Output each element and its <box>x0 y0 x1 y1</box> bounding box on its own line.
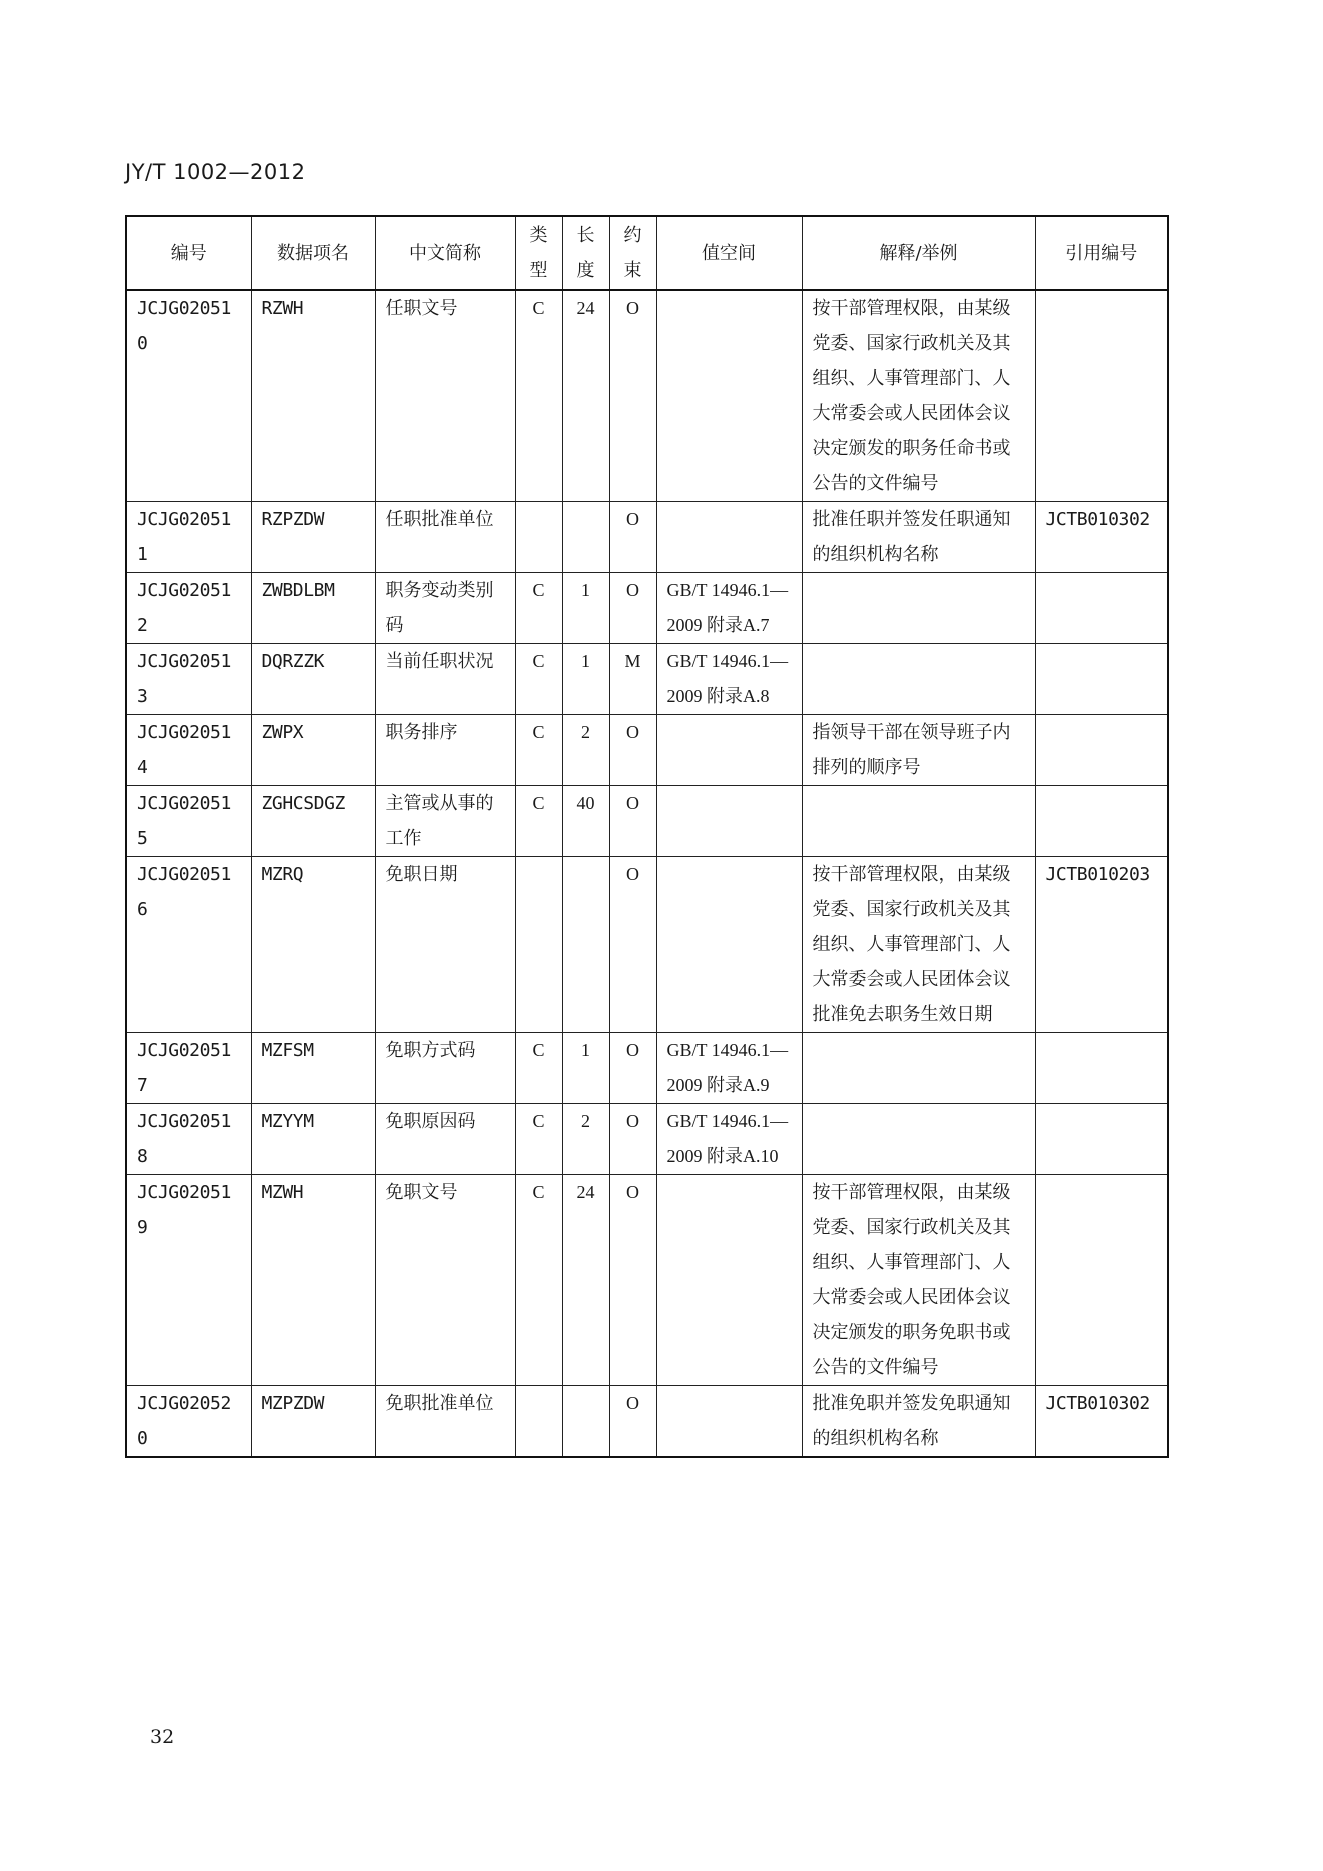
cell-length: 24 <box>562 1175 609 1386</box>
cell-type <box>515 502 562 573</box>
cell-explanation <box>802 573 1035 644</box>
cell-constraint: O <box>609 715 656 786</box>
table-row <box>126 1033 1168 1104</box>
column-header-length-line1: 长 <box>576 225 595 246</box>
cell-code: JCJG020511 <box>126 502 251 573</box>
cell-cn-name: 当前任职状况 <box>375 644 515 715</box>
cell-constraint: O <box>609 1175 656 1386</box>
cell-ref-code <box>1035 1175 1168 1386</box>
column-header-code: 编号 <box>126 216 251 290</box>
cell-explanation: 按干部管理权限，由某级党委、国家行政机关及其组织、人事管理部门、人大常委会或人民团体会议批准免去职务生效日期 <box>802 857 1035 1033</box>
cell-item-name: RZPZDW <box>251 502 375 573</box>
cell-item-name: ZWBDLBM <box>251 573 375 644</box>
cell-ref-code <box>1035 290 1168 502</box>
cell-explanation: 按干部管理权限，由某级党委、国家行政机关及其组织、人事管理部门、人大常委会或人民团体会议决定颁发的职务任命书或公告的文件编号 <box>802 290 1035 502</box>
column-header-item-name: 数据项名 <box>251 216 375 290</box>
cell-code: JCJG020512 <box>126 573 251 644</box>
cell-length: 1 <box>562 1033 609 1104</box>
cell-constraint: O <box>609 573 656 644</box>
cell-cn-name: 免职方式码 <box>375 1033 515 1104</box>
cell-ref-code <box>1035 573 1168 644</box>
cell-ref-code <box>1035 715 1168 786</box>
cell-length: 2 <box>562 715 609 786</box>
cell-code: JCJG020517 <box>126 1033 251 1104</box>
cell-type: C <box>515 786 562 857</box>
cell-length <box>562 857 609 1033</box>
table-row <box>126 502 1168 573</box>
column-header-constraint-line1: 约 <box>623 225 642 246</box>
cell-explanation <box>802 1104 1035 1175</box>
cell-value-space: GB/T 14946.1—2009 附录A.10 <box>656 1104 802 1175</box>
cell-value-space <box>656 857 802 1033</box>
cell-cn-name: 任职文号 <box>375 290 515 502</box>
table-row <box>126 1175 1168 1386</box>
cell-constraint: O <box>609 857 656 1033</box>
cell-constraint: O <box>609 1104 656 1175</box>
cell-length: 1 <box>562 573 609 644</box>
cell-ref-code <box>1035 1033 1168 1104</box>
cell-length <box>562 502 609 573</box>
cell-ref-code <box>1035 1104 1168 1175</box>
cell-type: C <box>515 290 562 502</box>
cell-length: 24 <box>562 290 609 502</box>
cell-length: 1 <box>562 644 609 715</box>
cell-value-space <box>656 290 802 502</box>
cell-explanation <box>802 644 1035 715</box>
column-header-length <box>562 216 609 290</box>
cell-constraint: M <box>609 644 656 715</box>
cell-cn-name: 免职批准单位 <box>375 1386 515 1458</box>
table-row <box>126 1104 1168 1175</box>
column-header-type-line2: 型 <box>529 260 548 281</box>
cell-constraint: O <box>609 786 656 857</box>
cell-explanation <box>802 1033 1035 1104</box>
cell-ref-code <box>1035 786 1168 857</box>
cell-cn-name: 免职日期 <box>375 857 515 1033</box>
table-row <box>126 786 1168 857</box>
cell-explanation: 批准任职并签发任职通知的组织机构名称 <box>802 502 1035 573</box>
cell-item-name: MZPZDW <box>251 1386 375 1458</box>
cell-type <box>515 857 562 1033</box>
cell-type <box>515 1386 562 1458</box>
cell-code: JCJG020514 <box>126 715 251 786</box>
cell-code: JCJG020520 <box>126 1386 251 1458</box>
table-row <box>126 1386 1168 1458</box>
document-standard-code: JY/T 1002—2012 <box>125 160 306 184</box>
cell-cn-name: 职务排序 <box>375 715 515 786</box>
table-header-row <box>126 216 1168 290</box>
cell-constraint: O <box>609 502 656 573</box>
cell-item-name: MZRQ <box>251 857 375 1033</box>
column-header-length-line2: 度 <box>576 260 595 281</box>
cell-value-space: GB/T 14946.1—2009 附录A.8 <box>656 644 802 715</box>
cell-length: 2 <box>562 1104 609 1175</box>
cell-item-name: ZGHCSDGZ <box>251 786 375 857</box>
cell-item-name: MZYYM <box>251 1104 375 1175</box>
column-header-type-line1: 类 <box>529 225 548 246</box>
table-body <box>126 290 1168 1457</box>
cell-explanation <box>802 786 1035 857</box>
table-row <box>126 857 1168 1033</box>
page-number: 32 <box>150 1726 175 1748</box>
cell-item-name: MZWH <box>251 1175 375 1386</box>
cell-value-space <box>656 786 802 857</box>
cell-explanation: 指领导干部在领导班子内排列的顺序号 <box>802 715 1035 786</box>
cell-item-name: ZWPX <box>251 715 375 786</box>
cell-type: C <box>515 1104 562 1175</box>
cell-value-space: GB/T 14946.1—2009 附录A.7 <box>656 573 802 644</box>
cell-value-space <box>656 1175 802 1386</box>
cell-type: C <box>515 1033 562 1104</box>
cell-code: JCJG020515 <box>126 786 251 857</box>
cell-type: C <box>515 1175 562 1386</box>
cell-ref-code: JCTB010203 <box>1035 857 1168 1033</box>
table-row <box>126 573 1168 644</box>
table-row <box>126 644 1168 715</box>
column-header-cn-name: 中文简称 <box>375 216 515 290</box>
cell-code: JCJG020510 <box>126 290 251 502</box>
cell-item-name: RZWH <box>251 290 375 502</box>
cell-value-space: GB/T 14946.1—2009 附录A.9 <box>656 1033 802 1104</box>
cell-code: JCJG020516 <box>126 857 251 1033</box>
cell-type: C <box>515 644 562 715</box>
cell-item-name: DQRZZK <box>251 644 375 715</box>
cell-item-name: MZFSM <box>251 1033 375 1104</box>
cell-ref-code: JCTB010302 <box>1035 502 1168 573</box>
column-header-explanation: 解释/举例 <box>802 216 1035 290</box>
cell-value-space <box>656 502 802 573</box>
column-header-ref-code: 引用编号 <box>1035 216 1168 290</box>
cell-code: JCJG020518 <box>126 1104 251 1175</box>
cell-type: C <box>515 715 562 786</box>
cell-value-space <box>656 715 802 786</box>
cell-code: JCJG020519 <box>126 1175 251 1386</box>
cell-constraint: O <box>609 1386 656 1458</box>
cell-ref-code <box>1035 644 1168 715</box>
cell-explanation: 按干部管理权限，由某级党委、国家行政机关及其组织、人事管理部门、人大常委会或人民团体会议决定颁发的职务免职书或公告的文件编号 <box>802 1175 1035 1386</box>
table-row <box>126 715 1168 786</box>
cell-ref-code: JCTB010302 <box>1035 1386 1168 1458</box>
cell-cn-name: 免职文号 <box>375 1175 515 1386</box>
cell-cn-name: 主管或从事的工作 <box>375 786 515 857</box>
cell-constraint: O <box>609 1033 656 1104</box>
table-row <box>126 290 1168 502</box>
cell-explanation: 批准免职并签发免职通知的组织机构名称 <box>802 1386 1035 1458</box>
column-header-value-space: 值空间 <box>656 216 802 290</box>
data-element-table <box>125 215 1169 1458</box>
cell-code: JCJG020513 <box>126 644 251 715</box>
column-header-constraint-line2: 束 <box>623 260 642 281</box>
cell-length: 40 <box>562 786 609 857</box>
cell-cn-name: 免职原因码 <box>375 1104 515 1175</box>
cell-value-space <box>656 1386 802 1458</box>
column-header-type <box>515 216 562 290</box>
cell-constraint: O <box>609 290 656 502</box>
cell-cn-name: 职务变动类别码 <box>375 573 515 644</box>
cell-type: C <box>515 573 562 644</box>
cell-cn-name: 任职批准单位 <box>375 502 515 573</box>
cell-length <box>562 1386 609 1458</box>
column-header-constraint <box>609 216 656 290</box>
